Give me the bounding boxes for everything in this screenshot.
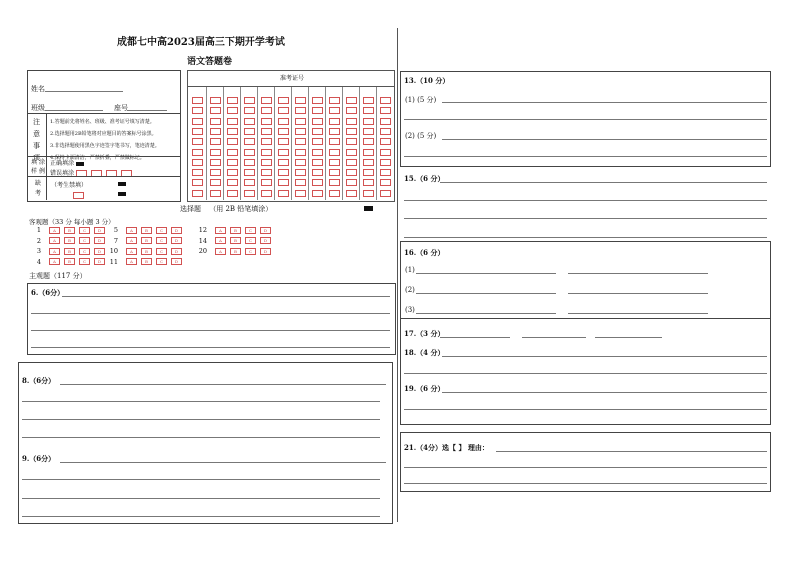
mc-question-row [27, 247, 109, 255]
mc-option-bubble[interactable]: B [230, 227, 241, 234]
answer-line[interactable] [442, 356, 767, 357]
answer-line[interactable] [568, 313, 708, 314]
id-digit-bubble[interactable] [227, 107, 238, 114]
id-digit-bubble[interactable] [210, 179, 221, 186]
id-digit-bubble[interactable] [346, 149, 357, 156]
id-digit-column [308, 87, 326, 200]
q13-part2-label: (2) (5 分) [405, 132, 437, 140]
fill-label-char: 填 [31, 159, 38, 166]
id-digit-bubble[interactable] [312, 179, 323, 186]
id-digit-bubble[interactable] [295, 118, 306, 125]
answer-line[interactable] [22, 437, 380, 438]
q9-label: 9.（6分） [22, 454, 56, 463]
id-digit-bubble[interactable] [363, 97, 374, 104]
answer-line[interactable] [442, 102, 767, 103]
id-digit-bubble[interactable] [210, 128, 221, 135]
id-digit-bubble[interactable] [346, 159, 357, 166]
id-digit-bubble[interactable] [312, 138, 323, 145]
id-digit-bubble[interactable] [192, 107, 203, 114]
id-digit-bubble[interactable] [192, 138, 203, 145]
subjective-label: 主观题（117 分） [29, 272, 87, 280]
id-digit-bubble[interactable] [244, 149, 255, 156]
absent-label [35, 179, 41, 199]
mc-question-row [193, 237, 275, 245]
wrong-fill-label: 错误填涂 [50, 170, 75, 177]
id-digit-bubble[interactable] [329, 169, 340, 176]
mc-question-row [27, 237, 109, 245]
id-digit-bubble[interactable] [227, 149, 238, 156]
answer-sheet-subtitle: 语文答题卷 [187, 57, 233, 67]
id-digit-bubble[interactable] [244, 190, 255, 197]
answer-line[interactable] [522, 337, 586, 338]
id-digit-bubble[interactable] [363, 169, 374, 176]
q13-label: 13.（10 分） [404, 76, 450, 85]
id-digit-bubble[interactable] [210, 97, 221, 104]
id-digit-bubble[interactable] [380, 128, 391, 135]
id-digit-bubble[interactable] [329, 159, 340, 166]
id-digit-bubble[interactable] [261, 107, 272, 114]
mc-option-bubble[interactable]: D [260, 248, 271, 255]
mc-option-bubble[interactable]: B [230, 237, 241, 244]
id-digit-bubble[interactable] [227, 97, 238, 104]
id-digit-bubble[interactable] [192, 118, 203, 125]
id-digit-bubble[interactable] [210, 190, 221, 197]
id-digit-column [291, 87, 309, 200]
id-number-grid [187, 70, 395, 202]
note-line: 2.选择题用2B铅笔将对应题目的答案标号涂黑。 [50, 131, 157, 137]
id-digit-bubble[interactable] [227, 190, 238, 197]
id-digit-bubble[interactable] [380, 179, 391, 186]
answer-line[interactable] [404, 467, 767, 468]
id-digit-bubble[interactable] [329, 128, 340, 135]
mc-option-bubble[interactable]: A [49, 248, 60, 255]
id-digit-bubble[interactable] [244, 138, 255, 145]
mc-option-bubble[interactable]: C [245, 237, 256, 244]
id-digit-bubble[interactable] [363, 179, 374, 186]
q17-label: 17.（3 分） [404, 329, 445, 338]
id-digit-column [342, 87, 360, 200]
id-digit-bubble[interactable] [278, 159, 289, 166]
id-number-label: 准考证号 [280, 75, 305, 82]
mc-option-bubble[interactable]: D [94, 258, 105, 265]
answer-line[interactable] [60, 384, 386, 385]
fill-example-label [31, 158, 45, 176]
mc-question-row [27, 258, 109, 266]
answer-line[interactable] [440, 182, 767, 183]
answer-line[interactable] [22, 419, 380, 420]
answer-line[interactable] [22, 401, 380, 402]
mc-option-bubble[interactable]: B [141, 248, 152, 255]
section-marker-icon [364, 206, 373, 211]
id-digit-bubble[interactable] [346, 128, 357, 135]
id-digit-bubble[interactable] [278, 179, 289, 186]
id-digit-bubble[interactable] [244, 169, 255, 176]
mc-question-row [104, 258, 186, 266]
mc-option-bubble[interactable]: A [126, 258, 137, 265]
note-line: 3.非选择题使用黑色字迹签字笔书写，笔迹清楚。 [50, 143, 160, 149]
id-digit-bubble[interactable] [210, 159, 221, 166]
id-digit-column [274, 87, 292, 200]
id-digit-bubble[interactable] [363, 159, 374, 166]
id-digit-bubble[interactable] [380, 138, 391, 145]
mc-option-bubble[interactable]: D [171, 237, 182, 244]
id-digit-column [189, 87, 206, 200]
answer-line[interactable] [60, 462, 386, 463]
id-digit-column [223, 87, 241, 200]
correct-fill [50, 158, 84, 167]
mc-option-bubble[interactable]: A [49, 227, 60, 234]
q16-part1-label: (1) [405, 266, 415, 274]
id-digit-bubble[interactable] [227, 128, 238, 135]
mc-option-bubble[interactable]: C [245, 227, 256, 234]
id-digit-column [206, 87, 224, 200]
id-digit-bubble[interactable] [278, 107, 289, 114]
q6-label: 6.（6分） [31, 288, 65, 297]
id-digit-column [376, 87, 394, 200]
q8-q9-box [18, 362, 393, 524]
mc-question-row [193, 247, 275, 255]
id-digit-bubble[interactable] [363, 118, 374, 125]
mc-option-bubble[interactable]: B [64, 258, 75, 265]
id-digit-bubble[interactable] [363, 149, 374, 156]
id-digit-bubble[interactable] [261, 169, 272, 176]
id-digit-bubble[interactable] [312, 107, 323, 114]
class-label: 班级 [31, 104, 45, 112]
id-digit-column [240, 87, 258, 200]
id-digit-bubble[interactable] [346, 118, 357, 125]
name-label: 姓名 [31, 85, 45, 93]
id-digit-bubble[interactable] [244, 128, 255, 135]
id-digit-bubble[interactable] [346, 179, 357, 186]
answer-line[interactable] [404, 237, 767, 238]
id-digit-bubble[interactable] [227, 118, 238, 125]
answer-line[interactable] [404, 119, 767, 120]
id-digit-bubble[interactable] [312, 149, 323, 156]
mc-question-row [193, 226, 275, 234]
absent-bubble-icon[interactable] [73, 192, 84, 199]
absent-mark-icon [118, 182, 126, 186]
answer-line[interactable] [442, 392, 767, 393]
id-digit-bubble[interactable] [312, 118, 323, 125]
fill-label-char: 涂 [38, 159, 45, 166]
mc-option-bubble[interactable]: B [64, 227, 75, 234]
notes-label-char: 项 [33, 154, 40, 162]
mc-question-number: 12 [198, 226, 207, 234]
choice-section-title [180, 204, 272, 214]
correct-fill-mark-icon [76, 162, 84, 166]
id-digit-column [325, 87, 343, 200]
id-digit-bubble[interactable] [227, 159, 238, 166]
id-digit-bubble[interactable] [312, 128, 323, 135]
id-digit-bubble[interactable] [192, 128, 203, 135]
answer-line[interactable] [31, 347, 390, 348]
id-digit-bubble[interactable] [278, 190, 289, 197]
mc-option-bubble[interactable]: B [64, 237, 75, 244]
mc-question-number: 10 [109, 247, 118, 255]
mc-option-bubble[interactable]: D [260, 237, 271, 244]
id-digit-bubble[interactable] [261, 159, 272, 166]
mc-option-bubble[interactable]: B [230, 248, 241, 255]
mc-question-number: 1 [36, 226, 41, 234]
answer-line[interactable] [416, 293, 556, 294]
answer-line[interactable] [496, 451, 767, 452]
q16-part3-label: (3) [405, 306, 415, 314]
id-digit-bubble[interactable] [295, 107, 306, 114]
mc-option-bubble[interactable]: D [171, 248, 182, 255]
mc-option-bubble[interactable]: C [79, 248, 90, 255]
id-digit-bubble[interactable] [295, 149, 306, 156]
mc-option-bubble[interactable]: A [215, 227, 226, 234]
id-digit-bubble[interactable] [346, 138, 357, 145]
exam-title: 成都七中高2023届高三下期开学考试 [117, 37, 285, 48]
mc-option-bubble[interactable]: B [141, 227, 152, 234]
mc-question-row [104, 247, 186, 255]
q16-label: 16.（6 分） [404, 248, 445, 257]
notes-label-char: 注 [33, 118, 40, 126]
id-digit-bubble[interactable] [244, 159, 255, 166]
id-digit-bubble[interactable] [380, 159, 391, 166]
answer-line[interactable] [404, 200, 767, 201]
answer-line[interactable] [62, 296, 390, 297]
absent-label-char: 缺 [35, 180, 42, 187]
mc-question-number: 20 [198, 247, 207, 255]
id-digit-bubble[interactable] [346, 97, 357, 104]
answer-line[interactable] [416, 313, 556, 314]
name-field[interactable] [45, 91, 123, 92]
id-digit-bubble[interactable] [363, 128, 374, 135]
mc-option-bubble[interactable]: C [79, 258, 90, 265]
q16-box [400, 241, 771, 319]
mc-question-number: 11 [109, 257, 118, 266]
note-line: 4.保持卡面清洁，严禁折叠，严禁做标记。 [50, 155, 145, 161]
id-digit-bubble[interactable] [210, 138, 221, 145]
mc-question-number: 7 [113, 236, 118, 245]
id-digit-bubble[interactable] [329, 107, 340, 114]
divider [27, 113, 180, 114]
id-digit-bubble[interactable] [210, 149, 221, 156]
id-digit-bubble[interactable] [278, 149, 289, 156]
correct-fill-label: 正确填涂 [50, 160, 75, 167]
id-digit-bubble[interactable] [295, 159, 306, 166]
q15-label: 15.（6 分） [404, 174, 445, 183]
answer-line[interactable] [404, 156, 767, 157]
choice-title: 选择题 [180, 205, 201, 213]
id-digit-bubble[interactable] [244, 179, 255, 186]
id-digit-bubble[interactable] [295, 179, 306, 186]
absent-note: （考生禁填） [51, 182, 88, 189]
q8-label: 8.（6分） [22, 376, 56, 385]
mc-question-number: 2 [36, 236, 41, 245]
id-digit-bubble[interactable] [244, 118, 255, 125]
q6-box [27, 283, 396, 355]
mc-option-bubble[interactable]: C [156, 258, 167, 265]
answer-line[interactable] [31, 330, 390, 331]
id-digit-bubble[interactable] [210, 169, 221, 176]
mc-question-row [104, 226, 186, 234]
id-digit-bubble[interactable] [380, 190, 391, 197]
mc-option-bubble[interactable]: D [260, 227, 271, 234]
mc-option-bubble[interactable]: A [215, 248, 226, 255]
id-digit-bubble[interactable] [380, 149, 391, 156]
mc-option-bubble[interactable]: D [94, 237, 105, 244]
id-digit-bubble[interactable] [295, 169, 306, 176]
class-field[interactable] [45, 110, 103, 111]
id-digit-bubble[interactable] [210, 118, 221, 125]
answer-line[interactable] [31, 313, 390, 314]
id-digit-bubble[interactable] [192, 169, 203, 176]
mc-option-bubble[interactable]: A [215, 237, 226, 244]
answer-line[interactable] [568, 293, 708, 294]
id-digit-bubble[interactable] [312, 159, 323, 166]
fill-label-char: 样 [31, 168, 38, 175]
id-digit-bubble[interactable] [278, 128, 289, 135]
mc-question-number: 4 [36, 257, 41, 266]
id-digit-bubble[interactable] [295, 128, 306, 135]
mc-option-bubble[interactable]: A [49, 258, 60, 265]
id-digit-bubble[interactable] [380, 169, 391, 176]
objective-label: 客观题（33 分 每小题 3 分） [29, 218, 115, 226]
id-digit-bubble[interactable] [278, 97, 289, 104]
answer-line[interactable] [568, 273, 708, 274]
page-divider [397, 28, 398, 522]
q18-label: 18.（4 分） [404, 348, 445, 357]
id-digit-bubble[interactable] [312, 169, 323, 176]
id-digit-bubble[interactable] [312, 190, 323, 197]
answer-line[interactable] [442, 139, 767, 140]
id-digit-bubble[interactable] [278, 118, 289, 125]
id-digit-bubble[interactable] [261, 179, 272, 186]
id-digit-bubble[interactable] [312, 97, 323, 104]
seat-label: 座号 [114, 104, 128, 112]
id-digit-bubble[interactable] [278, 169, 289, 176]
mc-option-bubble[interactable]: B [141, 237, 152, 244]
id-digit-bubble[interactable] [380, 97, 391, 104]
id-digit-bubble[interactable] [346, 169, 357, 176]
choice-hint: （用 2B 铅笔填涂） [209, 205, 273, 213]
absent-label-char: 考 [35, 190, 42, 197]
q13-part1-label: (1) (5 分) [405, 96, 437, 104]
id-digit-bubble[interactable] [261, 149, 272, 156]
answer-line[interactable] [22, 479, 380, 480]
id-digit-bubble[interactable] [192, 97, 203, 104]
mc-question-number: 3 [36, 247, 41, 255]
answer-line[interactable] [404, 218, 767, 219]
id-digit-bubble[interactable] [227, 179, 238, 186]
id-digit-bubble[interactable] [227, 169, 238, 176]
answer-line[interactable] [22, 516, 380, 517]
mc-option-bubble[interactable]: C [156, 227, 167, 234]
notes-label-char: 事 [33, 142, 40, 150]
q16-part2-label: (2) [405, 286, 415, 294]
seat-field[interactable] [127, 110, 167, 111]
id-digit-bubble[interactable] [261, 128, 272, 135]
id-digit-bubble[interactable] [227, 138, 238, 145]
answer-line[interactable] [440, 337, 510, 338]
mc-question-number: 5 [113, 226, 118, 234]
id-digit-column [257, 87, 275, 200]
mc-question-number: 14 [198, 236, 207, 245]
answer-line[interactable] [595, 337, 662, 338]
id-digit-bubble[interactable] [261, 97, 272, 104]
id-digit-column [359, 87, 377, 200]
id-digit-bubble[interactable] [278, 138, 289, 145]
mc-option-bubble[interactable]: D [94, 227, 105, 234]
id-digit-bubble[interactable] [329, 138, 340, 145]
id-digit-bubble[interactable] [261, 138, 272, 145]
id-digit-bubble[interactable] [329, 97, 340, 104]
divider [27, 156, 180, 157]
mc-option-bubble[interactable]: C [79, 227, 90, 234]
answer-line[interactable] [404, 373, 767, 374]
answer-line[interactable] [404, 409, 767, 410]
mc-question-row [27, 226, 109, 234]
note-line: 1.答题前先将姓名、班级、准考证号填写清楚。 [50, 119, 155, 125]
mc-option-bubble[interactable]: C [156, 248, 167, 255]
mc-option-bubble[interactable]: C [79, 237, 90, 244]
mc-option-bubble[interactable]: C [245, 248, 256, 255]
id-digit-bubble[interactable] [346, 190, 357, 197]
mc-option-bubble[interactable]: A [126, 227, 137, 234]
id-digit-bubble[interactable] [363, 190, 374, 197]
id-digit-bubble[interactable] [261, 118, 272, 125]
id-digit-bubble[interactable] [210, 107, 221, 114]
id-digit-bubble[interactable] [329, 149, 340, 156]
mc-option-bubble[interactable]: A [126, 237, 137, 244]
id-digit-bubble[interactable] [261, 190, 272, 197]
mc-option-bubble[interactable]: A [126, 248, 137, 255]
id-digit-bubble[interactable] [363, 138, 374, 145]
mc-option-bubble[interactable]: B [141, 258, 152, 265]
id-digit-bubble[interactable] [380, 107, 391, 114]
mc-option-bubble[interactable]: A [49, 237, 60, 244]
id-digit-bubble[interactable] [295, 190, 306, 197]
mc-question-row [104, 237, 186, 245]
id-digit-bubble[interactable] [329, 179, 340, 186]
divider [27, 176, 180, 177]
id-digit-bubble[interactable] [329, 118, 340, 125]
mc-option-bubble[interactable]: D [94, 248, 105, 255]
id-digit-bubble[interactable] [244, 107, 255, 114]
id-digit-bubble[interactable] [346, 107, 357, 114]
answer-line[interactable] [22, 498, 380, 499]
id-digit-bubble[interactable] [192, 179, 203, 186]
id-digit-bubble[interactable] [363, 107, 374, 114]
id-digit-bubble[interactable] [380, 118, 391, 125]
mc-option-bubble[interactable]: D [171, 227, 182, 234]
q21-label: 21.（4分）选【 】 理由： [404, 443, 489, 452]
answer-line[interactable] [404, 483, 767, 484]
id-digit-bubble[interactable] [192, 190, 203, 197]
absent-mark-icon [118, 192, 126, 196]
id-digit-bubble[interactable] [244, 97, 255, 104]
mc-option-bubble[interactable]: C [156, 237, 167, 244]
id-digit-bubble[interactable] [295, 97, 306, 104]
id-digit-bubble[interactable] [192, 149, 203, 156]
id-digit-bubble[interactable] [295, 138, 306, 145]
q19-label: 19.（6 分） [404, 384, 445, 393]
id-digit-bubble[interactable] [192, 159, 203, 166]
notes-label-char: 意 [33, 130, 40, 138]
fill-label-char: 例 [38, 168, 45, 175]
id-digit-bubble[interactable] [329, 190, 340, 197]
answer-line[interactable] [416, 273, 556, 274]
mc-option-bubble[interactable]: D [171, 258, 182, 265]
mc-option-bubble[interactable]: B [64, 248, 75, 255]
